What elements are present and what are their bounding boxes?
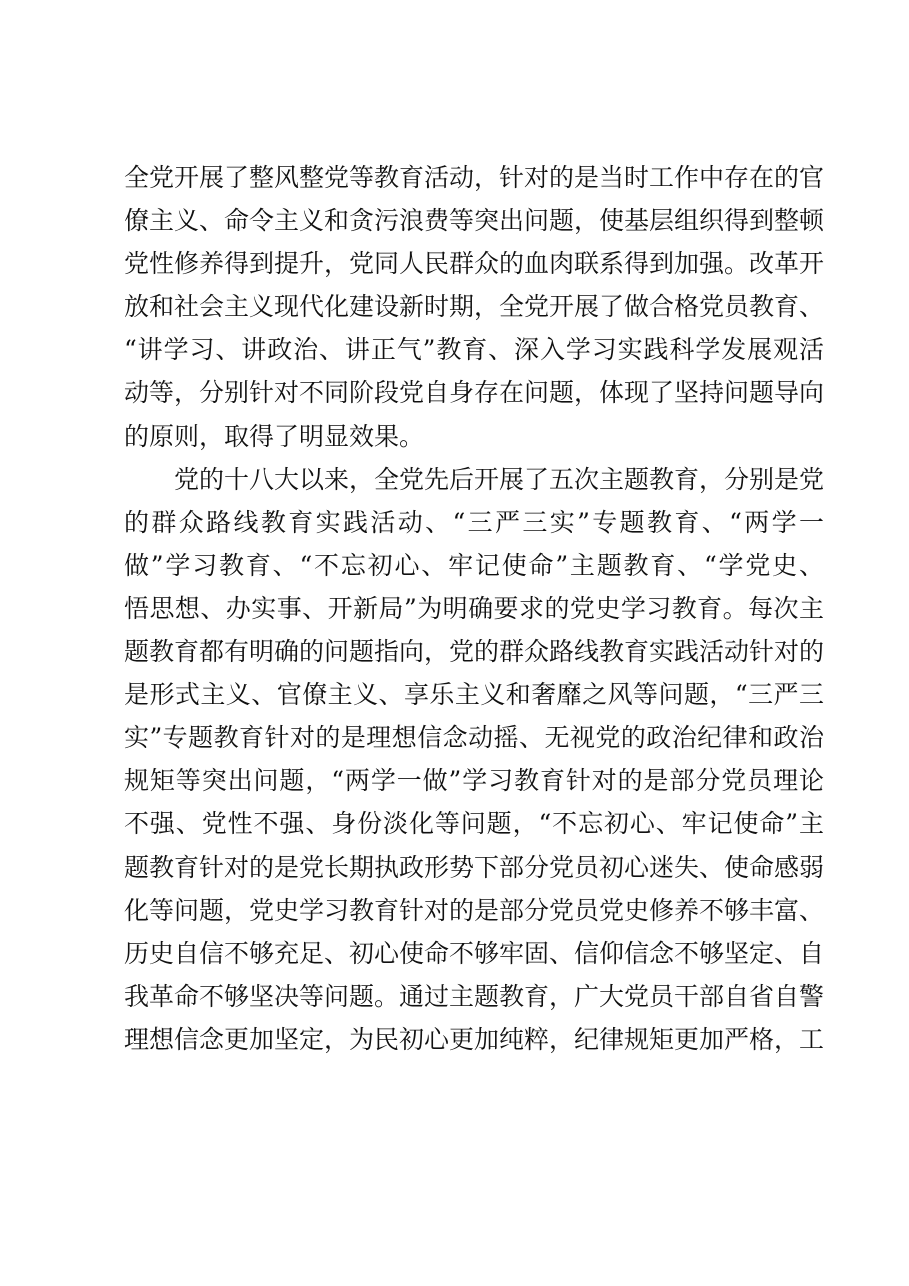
text-line: 规矩等突出问题，“两学一做”学习教育针对的是部分党员理论 — [124, 766, 824, 796]
paragraph-1 — [124, 156, 824, 458]
text-line: 悟思想、办实事、开新局”为明确要求的党史学习教育。每次主 — [124, 593, 824, 623]
text-line: 题教育都有明确的问题指向，党的群众路线教育实践活动针对的 — [124, 637, 825, 667]
text-line: 历史自信不够充足、初心使命不够牢固、信仰信念不够坚定、自 — [124, 938, 825, 968]
text-line: 化等问题，党史学习教育针对的是部分党员党史修养不够丰富、 — [124, 895, 825, 925]
text-line: 做”学习教育、“不忘初心、牢记使命”主题教育、“学党史、 — [124, 550, 824, 580]
text-line: “讲学习、讲政治、讲正气”教育、深入学习实践科学发展观活 — [124, 335, 824, 365]
text-line: 我革命不够坚决等问题。通过主题教育，广大党员干部自省自警 — [124, 981, 825, 1011]
text-line: 实”专题教育针对的是理想信念动摇、无视党的政治纪律和政治 — [124, 723, 824, 753]
text-line: 题教育针对的是党长期执政形势下部分党员初心迷失、使命感弱 — [124, 852, 825, 882]
text-line: 全党开展了整风整党等教育活动，针对的是当时工作中存在的官 — [124, 163, 825, 192]
text-line: 僚主义、命令主义和贪污浪费等突出问题，使基层组织得到整顿 — [124, 206, 825, 236]
paragraph-2 — [124, 458, 824, 1061]
text-line: 不强、党性不强、身份淡化等问题，“不忘初心、牢记使命”主 — [124, 809, 824, 839]
text-line: 理想信念更加坚定，为民初心更加纯粹，纪律规矩更加严格，工 — [124, 1024, 825, 1054]
text-line: 是形式主义、官僚主义、享乐主义和奢靡之风等问题，“三严三 — [124, 680, 824, 710]
text-line: 的群众路线教育实践活动、“三严三实”专题教育、“两学一 — [124, 507, 824, 537]
text-line: 放和社会主义现代化建设新时期，全党开展了做合格党员教育、 — [124, 292, 825, 322]
text-line: 动等，分别针对不同阶段党自身存在问题，体现了坚持问题导向 — [124, 378, 825, 408]
text-line: 党性修养得到提升，党同人民群众的血肉联系得到加强。改革开 — [124, 249, 825, 279]
body-text — [124, 156, 824, 1061]
text-line: 的原则，取得了明显效果。 — [124, 421, 425, 451]
text-line: 党的十八大以来，全党先后开展了五次主题教育，分别是党 — [174, 464, 825, 494]
